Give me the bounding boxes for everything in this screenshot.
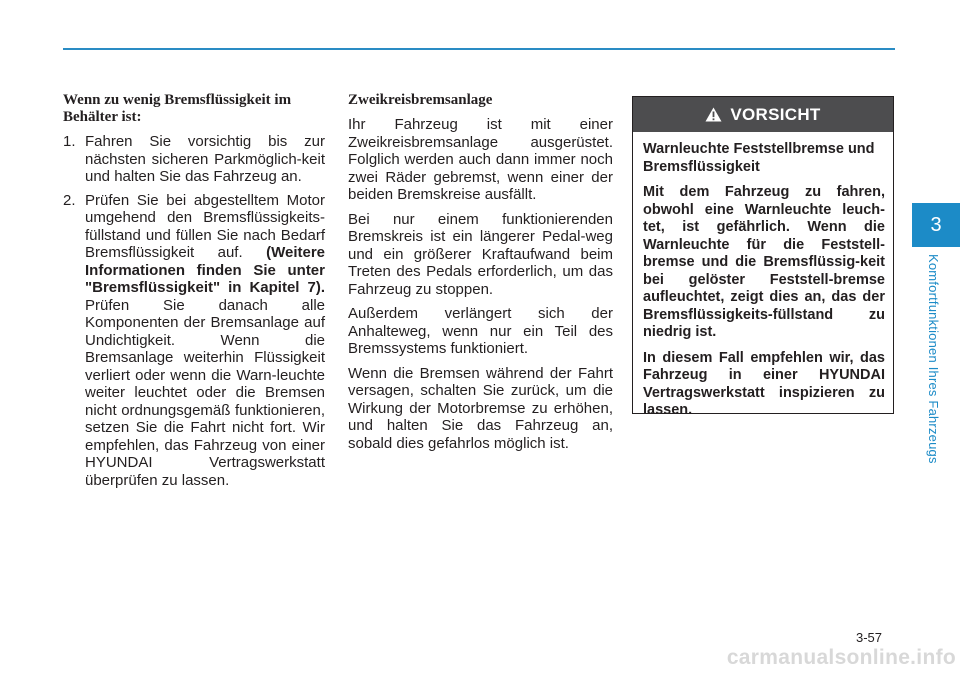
list-item-number: 2. (63, 191, 76, 209)
list-item-text: Prüfen Sie bei abgestelltem Motor umgehend den Bremsflüssigkeits-füllstand und füllen Sie nach Bedarf Bremsflüssigkeit auf. (85, 191, 325, 261)
warning-triangle-icon (705, 107, 722, 122)
caution-paragraph: Mit dem Fahrzeug zu fahren, obwohl eine Warnleuchte leuch-tet, ist gefährlich. Wenn die Warnleuchte für die Feststell-bremse und die Bremsflüssig-keit bei gelöster Feststell-bremse aufleuchtet, zeigt dies an, das der Bremsflüssigkeits-füllstand zu niedrig ist. (643, 184, 885, 340)
paragraph: Bei nur einem funktionierenden Bremskreis ist ein längerer Pedal-weg und ein größerer Kraftaufwand beim Treten des Pedals erforderlich, um das Fahrzeug zu stoppen. (348, 210, 613, 298)
section-heading-low-fluid: Wenn zu wenig Bremsflüssigkeit im Behälter ist: (63, 92, 292, 125)
page-number: 3-57 (856, 630, 883, 645)
chapter-tab (912, 203, 960, 247)
list-item-text: Fahren Sie vorsichtig bis zur nächsten sicheren Parkmöglich-keit und halten Sie das Fahrzeug an. (85, 133, 325, 185)
list-item (63, 192, 325, 490)
steps-list (63, 133, 325, 489)
caution-paragraph: In diesem Fall empfehlen wir, das Fahrzeug in einer HYUNDAI Vertragswerkstatt inspizieren zu lassen. (643, 349, 885, 418)
watermark: carmanualsonline.info (726, 646, 956, 669)
chapter-title: Komfortfunktionen Ihres Fahrzeugs (926, 254, 941, 464)
paragraph: Außerdem verlängert sich der Anhalteweg, wenn nur ein Teil des Bremssystems funktioniert. (348, 305, 613, 357)
middle-column (348, 92, 613, 459)
list-item-number: 1. (63, 133, 76, 150)
header-rule (63, 48, 895, 50)
caution-label: VORSICHT (730, 104, 821, 124)
paragraph: Wenn die Bremsen während der Fahrt versagen, schalten Sie zurück, um die Wirkung der Motorbremse zu erhöhen, und halten Sie das Fahrzeug an, sobald dies gefahrlos möglich ist. (348, 364, 613, 452)
chapter-reference: (Weitere Informationen finden Sie unter "Bremsflüssigkeit" in Kapitel 7). (85, 244, 326, 296)
section-heading-dual-circuit: Zweikreisbremsanlage (348, 92, 493, 108)
caution-box (632, 96, 894, 418)
list-item (63, 133, 325, 186)
chapter-number: 3 (930, 213, 942, 236)
left-column (63, 92, 325, 495)
list-item-text-continued: Prüfen Sie danach alle Komponenten der Bremsanlage auf Undichtigkeit. Wenn die Bremsanlage weiterhin Flüssigkeit verliert oder wenn die Warn-leuchte weiter leuchtet oder die Bremsen nicht ordnungsgemäß funktionieren, setzen Sie die Fahrt nicht fort. Wir empfehlen, das Fahrzeug von einer HYUNDAI Vertragswerkstatt überprüfen zu lassen. (85, 296, 325, 489)
paragraph: Ihr Fahrzeug ist mit einer Zweikreisbremsanlage ausgerüstet. Folglich werden auch dann immer noch zwei Räder gebremst, wenn einer der beiden Bremskreise ausfällt. (348, 116, 613, 203)
caution-header (633, 97, 893, 132)
caution-body (633, 132, 893, 420)
caution-title: Warnleuchte Feststellbremse und Bremsflüssigkeit (643, 141, 875, 175)
